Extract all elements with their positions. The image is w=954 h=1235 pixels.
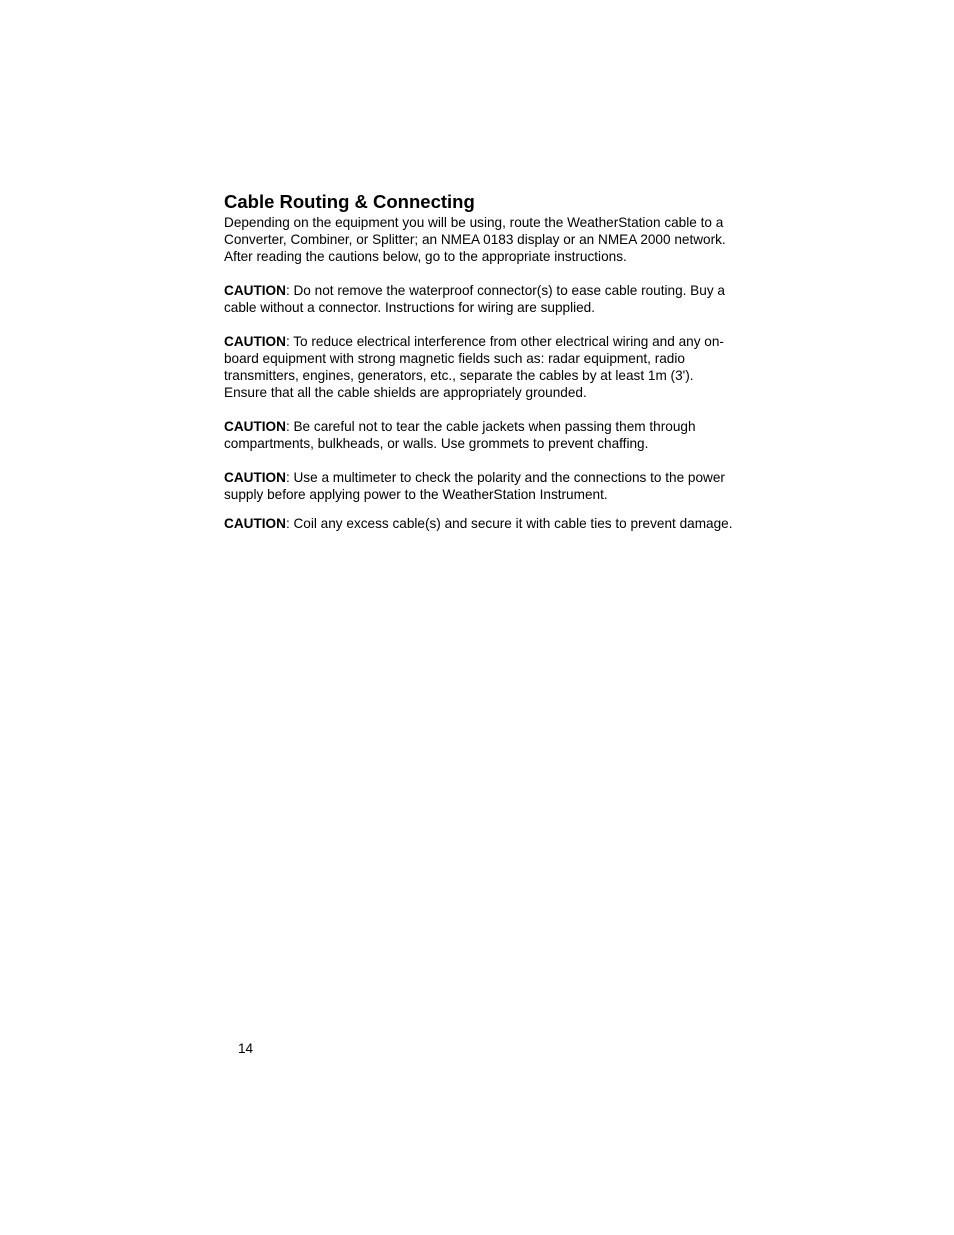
page-content bbox=[224, 190, 736, 532]
caution-5 bbox=[224, 515, 736, 532]
caution-label: CAUTION bbox=[224, 516, 286, 531]
caution-label: CAUTION bbox=[224, 334, 286, 349]
caution-text: : To reduce electrical interference from other electrical wiring and any on-board equipment with strong magnetic fields such as: radar equipment, radio transmitters, engines, generators, etc., separate the cables by at least 1m (3'). Ensure that all the cable shields are appropriately grounded. bbox=[224, 334, 724, 400]
caution-text: : Be careful not to tear the cable jackets when passing them through compartments, bulkheads, or walls. Use grommets to prevent chaffing. bbox=[224, 419, 696, 451]
intro-paragraph: Depending on the equipment you will be using, route the WeatherStation cable to a Converter, Combiner, or Splitter; an NMEA 0183 display or an NMEA 2000 network. After reading the cautions below, go to the appropriate instructions. bbox=[224, 215, 726, 264]
caution-label: CAUTION bbox=[224, 283, 286, 298]
caution-text: : Use a multimeter to check the polarity and the connections to the power supply before applying power to the WeatherStation Instrument. bbox=[224, 470, 725, 502]
caution-4 bbox=[224, 469, 736, 503]
section-title: Cable Routing & Connecting bbox=[224, 191, 475, 212]
caution-1 bbox=[224, 282, 736, 316]
caution-label: CAUTION bbox=[224, 470, 286, 485]
caution-text: : Coil any excess cable(s) and secure it with cable ties to prevent damage. bbox=[285, 516, 733, 531]
caution-2 bbox=[224, 333, 736, 401]
caution-3 bbox=[224, 418, 736, 452]
caution-text: : Do not remove the waterproof connector(s) to ease cable routing. Buy a cable without a connector. Instructions for wiring are supplied. bbox=[224, 283, 725, 315]
page-number: 14 bbox=[238, 1041, 254, 1056]
caution-label: CAUTION bbox=[224, 419, 286, 434]
